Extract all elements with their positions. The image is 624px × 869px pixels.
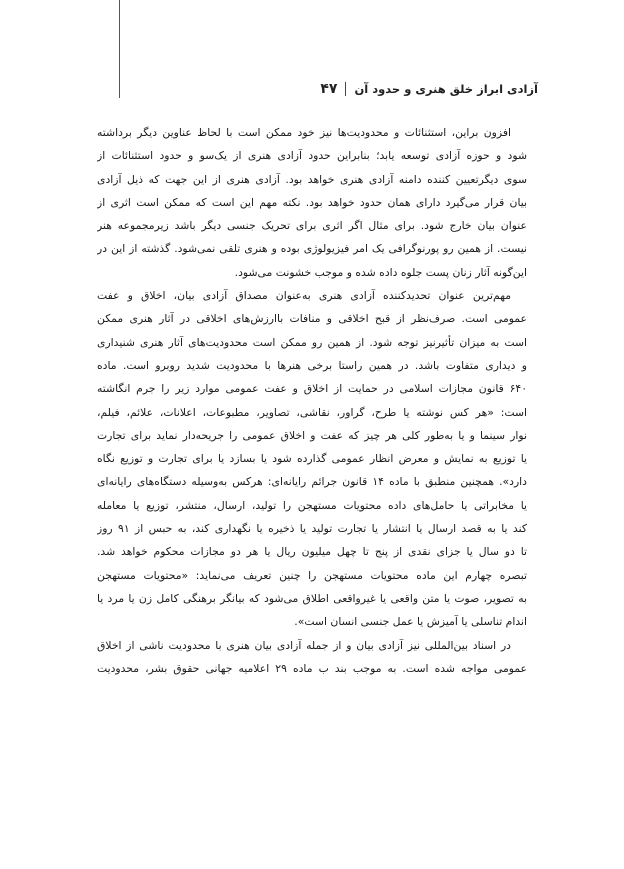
text-line: است: «هر کس نوشته یا طرح، گراور، نقاشی، تصاویر، مطبوعات، اعلانات، علائم، فیلم، — [97, 405, 527, 419]
paragraph-3 — [97, 634, 527, 681]
header-separator — [345, 82, 346, 96]
text-line: تبصره چهارم این ماده محتویات مستهجن را چنین تعریف می‌نماید: «محتویات مستهجن — [97, 568, 527, 582]
text-line: است به میزان تأثیرنیز توجه شود. از همین رو ممکن است محدودیت‌های آثار هنری شنیداری — [97, 335, 527, 349]
text-line: این‌گونه آثار زنان پست جلوه داده شده و موجب خشونت می‌شود. — [234, 265, 527, 279]
text-line: اندام تناسلی یا آمیزش یا عمل جنسی انسان است». — [294, 615, 527, 629]
text-line: بیان قرار می‌گیرد دارای همان حدود خواهد بود. نکته مهم این است که ممکن است اثری از — [97, 195, 527, 209]
text-line: نیست. از همین رو پورنوگرافی یک امر فیزیولوژی بوده و هنری تلقی نمی‌شود. گذشته از این در — [97, 242, 527, 256]
text-line: شود و حوزه آزادی توسعه یابد؛ بنابراین حدود آزادی هنری از یک‌سو و حدود استثنائات از — [97, 149, 527, 163]
paragraph-2 — [97, 284, 527, 633]
text-line: نوار سینما و یا به‌طور کلی هر چیز که عفت و اخلاق عمومی را جریحه‌دار نماید برای تجارت — [97, 428, 527, 442]
running-title: آزادی ابراز خلق هنری و حدود آن — [354, 82, 538, 96]
text-line: افزون براین، استثنائات و محدودیت‌ها نیز خود ممکن است با لحاظ عناوین دیگر برداشته — [97, 126, 511, 139]
text-line: یا مخابراتی یا حامل‌های داده محتویات مستهجن را تولید، ارسال، منتشر، توزیع یا معامله — [97, 498, 527, 512]
text-line: ۶۴۰ قانون مجازات اسلامی در حمایت از اخلاق و عفت عمومی موارد زیر را جرم انگاشته — [97, 382, 527, 396]
text-line: عنوان بیان خارج شود. برای مثال اگر اثری برای تحریک جنسی دیگر باشد زیرمجموعه هنر — [97, 219, 527, 233]
paragraph-1 — [97, 121, 527, 284]
text-line: در اسناد بین‌المللی نیز آزادی بیان و از جمله آزادی بیان هنری با محدودیت ناشی از اخلاق — [97, 638, 511, 652]
text-line: و دیداری متفاوت باشد. در همین راستا برخی هنرها با محدودیت شدید روبرو است. ماده — [97, 358, 527, 372]
body-text — [97, 121, 527, 680]
text-line: سوی دیگرتعیین کننده دامنه آزادی هنری خواهد بود. آزادی هنری از این جهت که ذیل آزادی — [97, 172, 527, 186]
text-line: عمومی است. صرف‌نظر از قبح اخلاقی و منافات باارزش‌های اخلاقی در آثار هنری ممکن — [97, 312, 527, 326]
text-line: تا دو سال یا جزای نقدی از پنج تا چهل میلیون ریال یا هر دو مجازات محکوم خواهد شد. — [97, 545, 527, 559]
running-header — [90, 77, 538, 101]
text-line: عمومی مواجه شده است. به موجب بند ب ماده ۲۹ اعلامیه جهانی حقوق بشر، محدودیت — [97, 661, 527, 675]
text-line: یا توزیع به نمایش و معرض انظار عمومی گذارده شود یا بسازد یا برای تجارت و توزیع نگاه — [97, 452, 527, 466]
page-number: ۴۷ — [320, 81, 338, 97]
text-line: به تصویر، صوت یا متن واقعی یا غیرواقعی اطلاق می‌شود که بیانگر برهنگی کامل زن یا مرد یا — [97, 591, 527, 605]
text-line: مهم‌ترین عنوان تحدیدکننده آزادی هنری به‌عنوان مصداق آزادی بیان، اخلاق و عفت — [97, 289, 511, 303]
text-line: دارد». همچنین منطبق با ماده ۱۴ قانون جرائم رایانه‌ای: هرکس به‌وسیله دستگاه‌های رایانه‌ای — [97, 475, 527, 489]
text-line: کند یا به قصد ارسال یا انتشار یا تجارت تولید یا ذخیره یا نگهداری کند، به حبس از ۹۱ روز — [97, 522, 527, 536]
